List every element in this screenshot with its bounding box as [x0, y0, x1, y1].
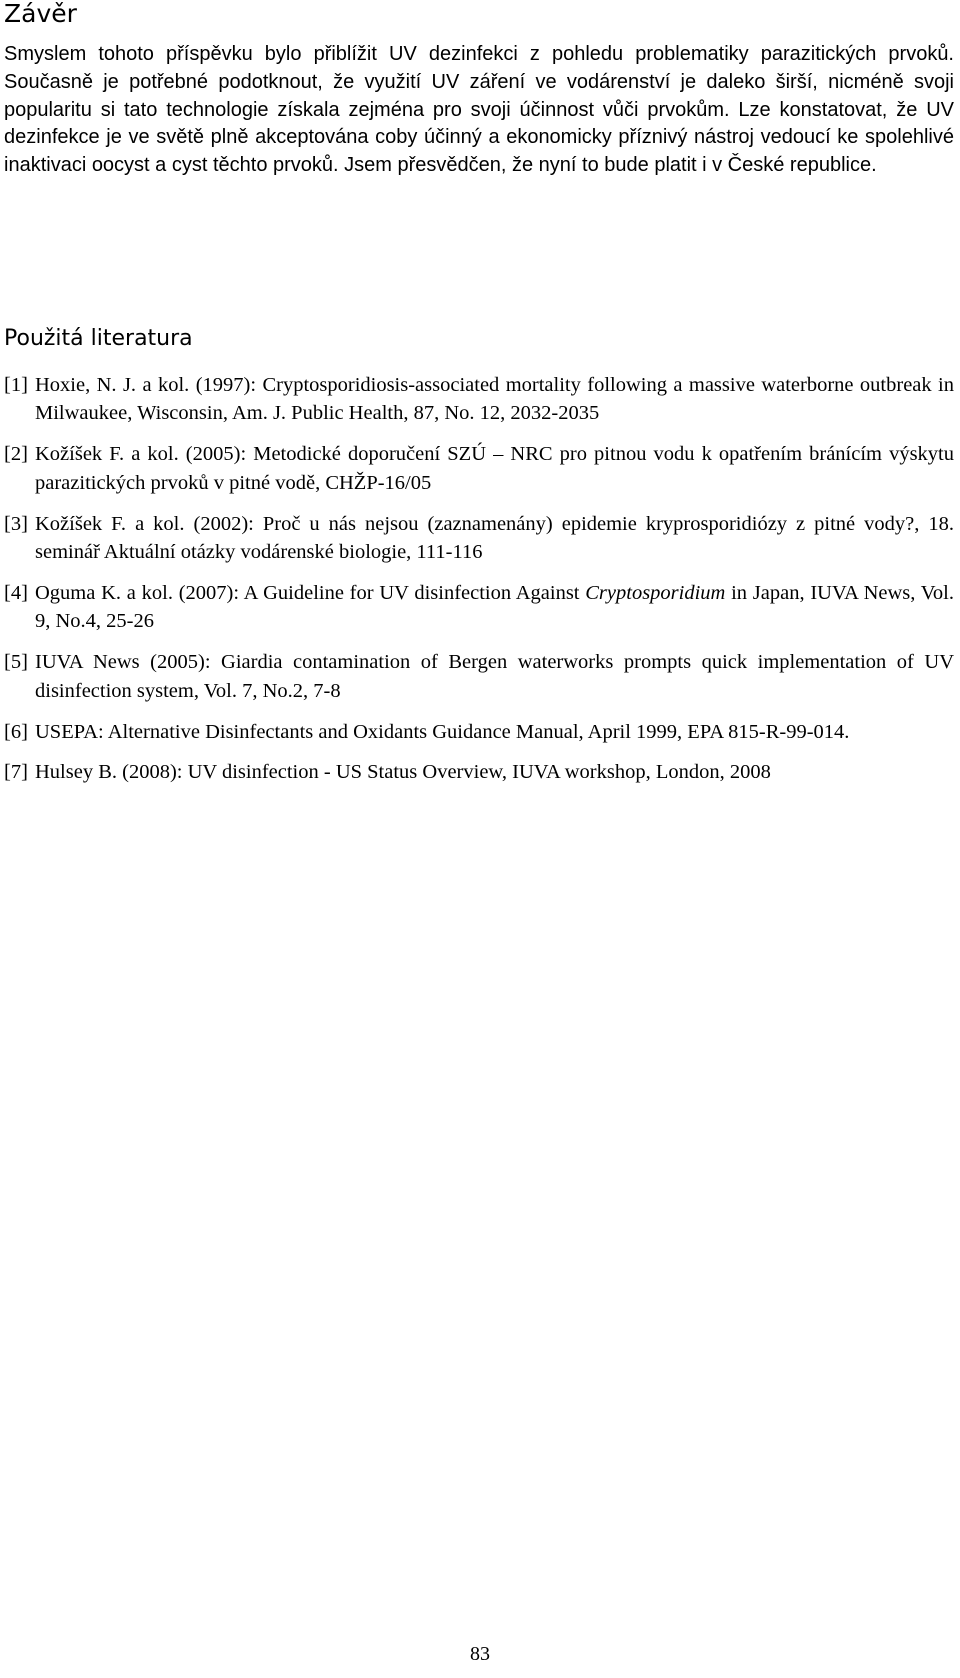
reference-number: [5]	[4, 651, 28, 674]
reference-number: [7]	[4, 761, 28, 784]
conclusion-heading: Závěr	[4, 0, 77, 28]
literature-heading: Použitá literatura	[4, 326, 193, 351]
reference-list	[4, 371, 954, 799]
reference-text-after: in Japan, IUVA News, Vol. 9, No.4, 25-26	[35, 581, 954, 633]
reference-number: [4]	[4, 581, 28, 604]
conclusion-paragraph: Smyslem tohoto příspěvku bylo přiblížit UV dezinfekci z pohledu problematiky parazitických prvoků. Současně je potřebné podotknout, že využití UV záření ve vodárenství je daleko širší, nicméně svoji popularitu si tato technologie získala zejména pro svoji účinnost vůči prvokům. Lze konstatovat, že UV dezinfekce je ve světě plně akceptována coby účinný a ekonomicky příznivý nástroj vedoucí ke spolehlivé inaktivaci oocyst a cyst těchto prvoků. Jsem přesvědčen, že nyní to bude platit i v České republice.	[4, 43, 954, 177]
reference-item-2	[4, 440, 954, 497]
reference-item-3	[4, 510, 954, 567]
page-number: 83	[470, 1643, 490, 1665]
reference-text: Kožíšek F. a kol. (2005): Metodické doporučení SZÚ – NRC pro pitnou vodu k opatřením bránícím výskytu parazitických prvoků v pitné vodě, CHŽP-16/05	[35, 443, 954, 494]
reference-text: Kožíšek F. a kol. (2002): Proč u nás nejsou (zaznamenány) epidemie kryprosporidiózy z pitné vody?, 18. seminář Aktuální otázky vodárenské biologie, 111-116	[35, 512, 954, 564]
reference-text: USEPA: Alternative Disinfectants and Oxidants Guidance Manual, April 1999, EPA 815-R-99-014.	[35, 720, 850, 743]
reference-text-before: Oguma K. a kol. (2007): A Guideline for UV disinfection Against	[35, 581, 586, 604]
reference-number: [6]	[4, 720, 28, 743]
reference-number: [3]	[4, 512, 28, 535]
reference-text-italic: Cryptosporidium	[585, 581, 726, 604]
reference-item-1	[4, 371, 954, 428]
reference-text: Hoxie, N. J. a kol. (1997): Cryptosporidiosis-associated mortality following a massive waterborne outbreak in Milwaukee, Wisconsin, Am. J. Public Health, 87, No. 12, 2032-2035	[35, 374, 954, 425]
reference-item-4	[4, 579, 954, 636]
reference-text: IUVA News (2005): Giardia contamination of Bergen waterworks prompts quick implementation of UV disinfection system, Vol. 7, No.2, 7-8	[35, 651, 954, 702]
reference-number: [2]	[4, 443, 28, 466]
reference-number: [1]	[4, 374, 28, 396]
reference-text	[35, 579, 954, 636]
reference-item-7	[4, 758, 954, 786]
reference-item-5	[4, 648, 954, 705]
reference-text: Hulsey B. (2008): UV disinfection - US Status Overview, IUVA workshop, London, 2008	[35, 761, 771, 784]
reference-item-6	[4, 718, 954, 746]
